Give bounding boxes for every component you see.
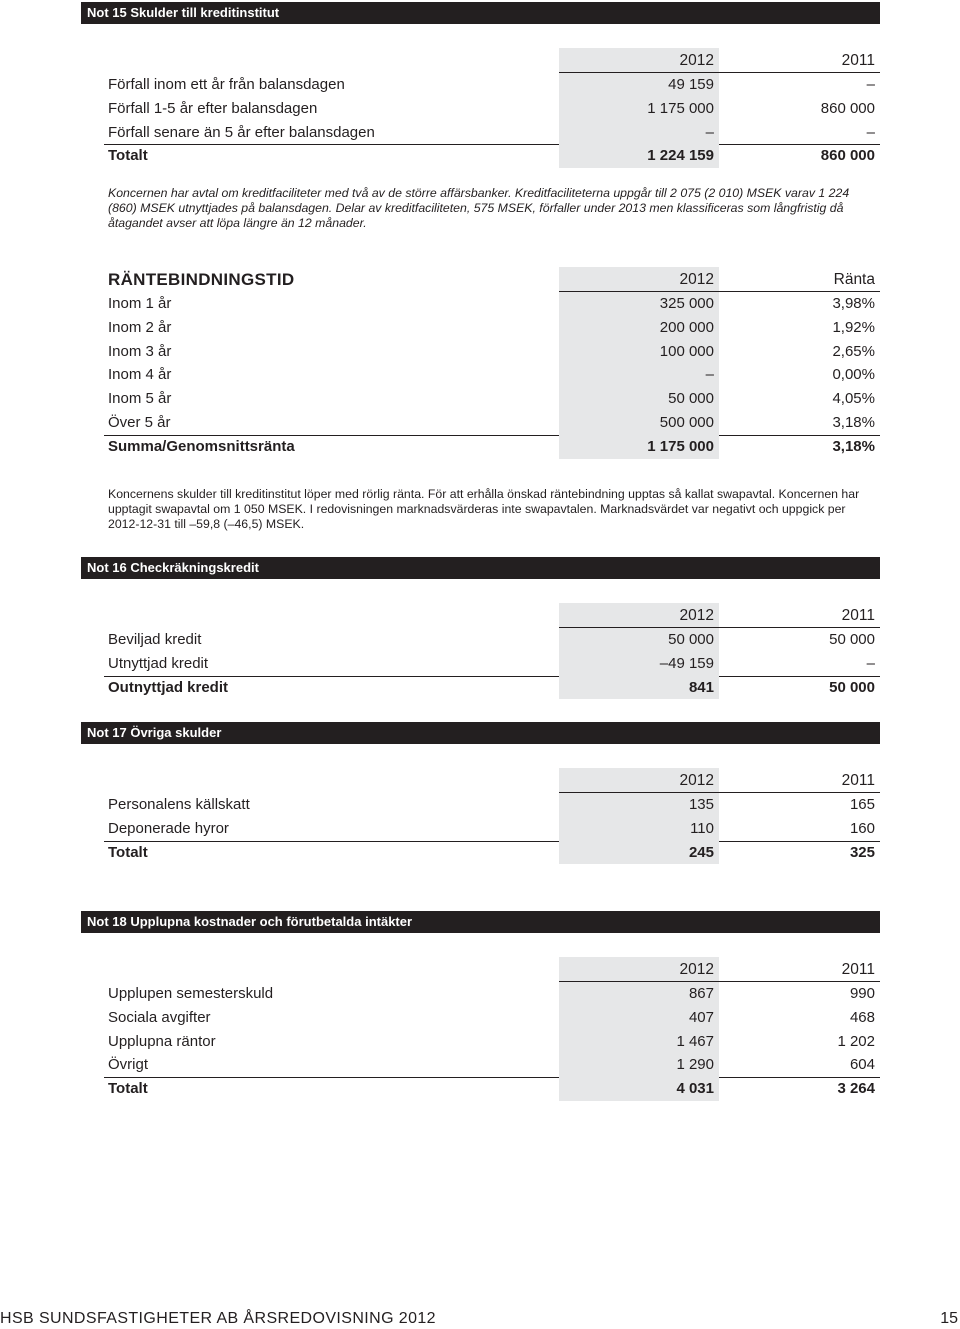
row-value-rate: 2,65% [832,342,875,360]
row-label: Upplupen semesterskuld [108,985,274,1002]
note-17-table [104,768,880,864]
header-col-2012: 2012 [559,267,719,292]
header-label [108,957,558,982]
row-label: Utnyttjad kredit [108,654,209,672]
total-row [104,435,880,459]
header-col-2011: 2011 [841,52,875,69]
table-row [104,1053,880,1077]
header-col-2011: 2011 [841,961,875,978]
row-label: Inom 1 år [108,295,172,312]
total-label: Outnyttjad kredit [108,678,229,696]
table-row [104,121,880,145]
row-value-2012: 49 159 [559,73,719,97]
table-row [104,982,880,1006]
total-label: Summa/Genomsnittsränta [108,437,295,455]
row-label: Förfall 1-5 år efter balansdagen [108,99,318,117]
row-value-2011: 990 [849,985,875,1002]
row-value-2012: 325 000 [559,292,719,316]
total-row [104,144,880,168]
table-row [104,1006,880,1030]
row-value-2012: 1 175 000 [559,97,719,121]
table-row [104,817,880,841]
row-value-2011: 860 000 [820,99,875,117]
note-16-title-bar: Not 16 Checkräkningskredit [81,557,880,579]
page-number: 15 [940,1310,958,1327]
table-header-row [104,48,880,73]
row-value-2012: 1 290 [559,1053,719,1077]
row-value-2012: 407 [559,1006,719,1030]
row-label: Förfall senare än 5 år efter balansdagen [108,123,375,141]
table-row [104,73,880,97]
total-label: Totalt [108,843,148,861]
row-value-2011: 165 [849,796,875,813]
row-label: Sociala avgifter [108,1008,211,1026]
row-value-2011: 160 [849,819,875,837]
row-label: Inom 5 år [108,390,172,408]
row-value-rate: 1,92% [832,318,875,336]
row-value-2012: 100 000 [559,340,719,364]
row-value-2012: 50 000 [559,628,719,652]
total-row [104,841,880,865]
row-value-2011: – [866,654,875,672]
row-label: Inom 4 år [108,366,172,384]
row-label: Beviljad kredit [108,631,202,648]
total-value-2012: 4 031 [559,1077,719,1101]
row-value-2012: 50 000 [559,387,719,411]
total-value-2011: 3 264 [837,1080,875,1098]
header-col-2012: 2012 [559,48,719,73]
row-label: Inom 2 år [108,318,172,336]
header-col-2012: 2012 [559,957,719,982]
row-value-2011: – [866,123,875,141]
total-value-2012: 245 [559,841,719,865]
row-value-2011: 1 202 [837,1032,875,1050]
table-row [104,628,880,652]
table-row [104,411,880,435]
header-label [108,768,558,793]
header-label [108,603,558,628]
row-label: Deponerade hyror [108,819,229,837]
table-header-row [104,267,880,292]
note-17-title-bar: Not 17 Övriga skulder [81,722,880,744]
rate-table-description: Koncernens skulder till kreditinstitut löper med rörlig ränta. För att erhålla önskad räntebindning upptas så kallat swapavtal. Koncernen har upptagit swapavtal om 1 050 MSEK. I redovisningen marknadsvärderas inte swapavtalen. Marknadsvärdet var negativt och uppgick per 2012-12-31 till –59,8 (–46,5) MSEK. [108,487,860,532]
row-label: Förfall inom ett år från balansdagen [108,76,345,93]
row-value-2012: – [559,363,719,387]
table-row [104,387,880,411]
row-label: Över 5 år [108,413,171,431]
total-row [104,676,880,700]
row-value-2012: 200 000 [559,316,719,340]
header-col-2012: 2012 [559,768,719,793]
row-value-2012: 135 [559,793,719,817]
note-16-table [104,603,880,699]
total-value-2012: 1 175 000 [559,435,719,459]
table-header-row [104,957,880,982]
table-row [104,1030,880,1054]
header-label [108,48,558,73]
footer-report-title: HSB SUNDSFASTIGHETER AB ÅRSREDOVISNING 2012 [0,1310,436,1327]
row-value-2011: 604 [849,1056,875,1074]
table-row [104,793,880,817]
row-label: Personalens källskatt [108,796,250,813]
row-value-2012: 500 000 [559,411,719,435]
row-label: Upplupna räntor [108,1032,216,1050]
row-value-rate: 3,98% [832,295,875,312]
total-row [104,1077,880,1101]
row-value-rate: 4,05% [832,390,875,408]
rate-binding-table [104,267,880,459]
total-label: Totalt [108,1080,148,1098]
row-value-2012: – [559,121,719,145]
row-value-2012: 867 [559,982,719,1006]
note-15-description: Koncernen har avtal om kreditfaciliteter med två av de större affärsbanker. Kreditfaciliteterna uppgår till 2 075 (2 010) MSEK varav 1 224 (860) MSEK utnyttjades på balansdagen. Delar av kreditfaciliteten, 575 MSEK, förfaller under 2013 men klassificeras som långfristig då åtagandet avser att löpa längre än 12 månader. [108,186,850,231]
row-label: Övrigt [108,1056,149,1074]
note-15-title-bar: Not 15 Skulder till kreditinstitut [81,2,880,24]
total-value-2011: 50 000 [829,678,875,696]
row-value-2012: –49 159 [559,652,719,676]
table-row [104,97,880,121]
total-value-2011: 860 000 [820,147,875,165]
total-label: Totalt [108,147,148,165]
row-value-rate: 0,00% [832,366,875,384]
header-col-2011: 2011 [841,772,875,789]
table-row [104,316,880,340]
total-value-2011: 325 [849,843,875,861]
table-row [104,340,880,364]
total-value-2012: 1 224 159 [559,144,719,168]
note-18-title-bar: Not 18 Upplupna kostnader och förutbetalda intäkter [81,911,880,933]
row-value-2011: 468 [849,1008,875,1026]
table-header-row [104,768,880,793]
row-label: Inom 3 år [108,342,172,360]
total-value-2012: 841 [559,676,719,700]
table-row [104,292,880,316]
header-col-2011: 2011 [841,607,875,624]
row-value-rate: 3,18% [832,413,875,431]
header-col-2012: 2012 [559,603,719,628]
total-value-rate: 3,18% [832,437,875,455]
row-value-2012: 110 [559,817,719,841]
row-value-2011: – [866,76,875,93]
note-18-table [104,957,880,1101]
table-header-row [104,603,880,628]
table-row [104,652,880,676]
row-value-2012: 1 467 [559,1030,719,1054]
table-row [104,363,880,387]
header-col-rate: Ränta [833,271,875,288]
rate-table-title: RÄNTEBINDNINGSTID [108,270,295,289]
note-15-table [104,48,880,168]
row-value-2011: 50 000 [829,631,875,648]
